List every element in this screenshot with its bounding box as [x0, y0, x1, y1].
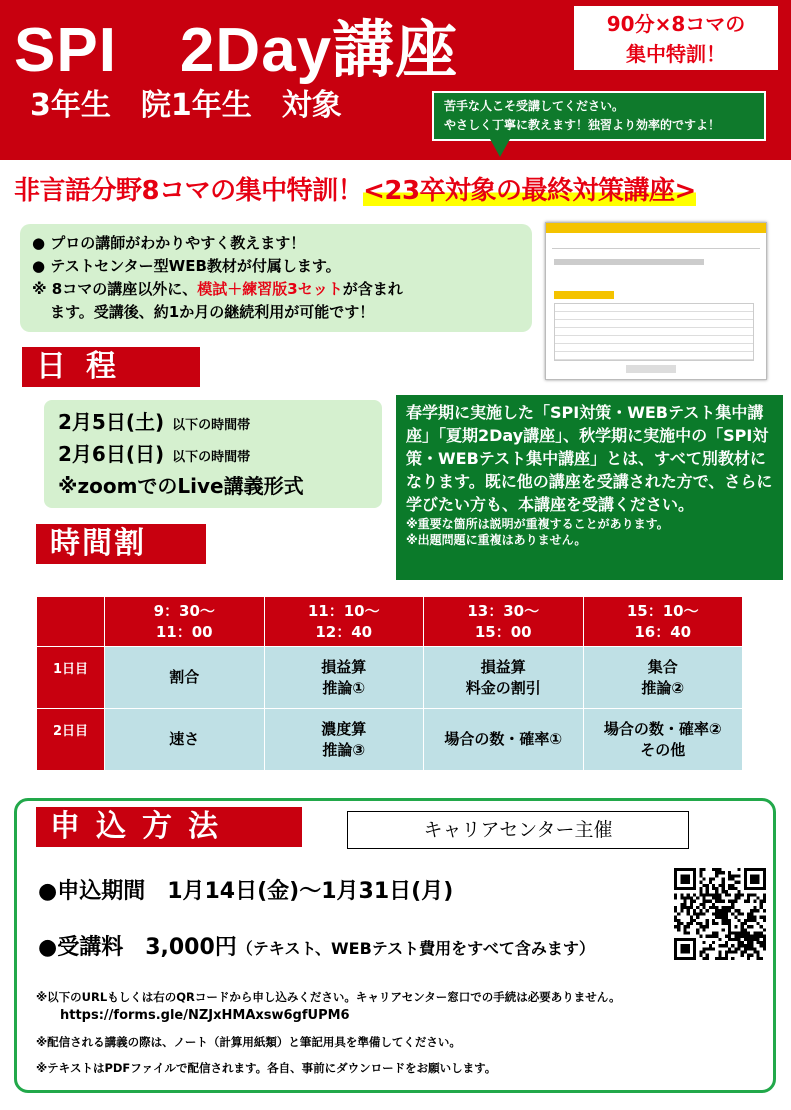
- date-row: [58, 440, 368, 472]
- badge-line-1: 90分×8コマの: [606, 12, 746, 36]
- date-row: [58, 408, 368, 440]
- class-topic: 集合: [647, 657, 678, 676]
- info-box: [396, 395, 783, 580]
- table-row: [37, 647, 743, 709]
- screenshot-question: [554, 259, 704, 265]
- headline-right: <23卒対象の最終対策講座>: [363, 176, 696, 206]
- dates-box: [44, 400, 382, 508]
- bubble-line-2: やさしく丁寧に教えます！独習より効率的ですよ！: [444, 118, 721, 132]
- time-start: 11：10～: [307, 601, 380, 620]
- fee-note: （テキスト、WEBテスト費用をすべて含みます）: [236, 939, 595, 958]
- class-cell: [583, 647, 743, 709]
- feature-text: が含まれ: [342, 280, 403, 298]
- info-text: 春学期に実施した「SPI対策・WEBテスト集中講座」「夏期2Day講座」、秋学期に実施中の「SPI対策・WEBテスト集中講座」とは、すべて別教材になります。既に他の講座を受講された方で、さらに学びたい方も、本講座を受講ください。: [406, 403, 773, 514]
- speech-bubble: [432, 91, 766, 141]
- class-topic: 料金の割引: [465, 678, 541, 697]
- organizer-label: キャリアセンター主催: [347, 811, 689, 849]
- speech-bubble-tail: [490, 139, 510, 157]
- headline-left: 非言語分野8コマの集中特訓！: [14, 176, 364, 206]
- time-end: 15：00: [474, 622, 532, 641]
- lecture-format: ※zoomでのLive講義形式: [58, 474, 304, 498]
- intensive-badge: [572, 4, 780, 72]
- screenshot-options: [554, 303, 754, 361]
- class-cell: [105, 709, 265, 771]
- timetable-corner: [37, 597, 105, 647]
- header-banner: [0, 0, 791, 160]
- page-title: SPI 2Day講座: [14, 16, 459, 85]
- web-material-screenshot: [545, 222, 767, 380]
- feature-highlight: 模試＋練習版3セット: [197, 280, 343, 298]
- time-start: 9：30～: [153, 601, 215, 620]
- class-cell: [424, 647, 584, 709]
- bubble-line-1: 苦手な人こそ受講してください。: [444, 99, 625, 113]
- class-topic: 推論②: [641, 678, 685, 697]
- timetable: [36, 596, 743, 771]
- timetable-heading: 時間割: [36, 524, 206, 564]
- table-row: [37, 709, 743, 771]
- date-note: 以下の時間帯: [172, 418, 251, 433]
- day-label: 2日目: [37, 709, 105, 771]
- apply-note: ※配信される講義の際は、ノート（計算用紙類）と筆記用具を準備してください。: [36, 1035, 461, 1049]
- target-audience: 3年生 院1年生 対象: [30, 88, 342, 123]
- screenshot-tab: [554, 291, 614, 299]
- class-topic: 濃度算: [321, 719, 367, 738]
- feature-item: ます。受講後、約1か月の継続利用が可能です！: [50, 303, 375, 321]
- class-cell: [583, 709, 743, 771]
- feature-item: [32, 278, 520, 301]
- class-topic: 場合の数・確率①: [444, 730, 563, 748]
- screenshot-header-bar: [546, 223, 766, 233]
- feature-item: ● テストセンター型WEB教材が付属します。: [32, 257, 341, 275]
- apply-heading: 申込方法: [36, 807, 302, 847]
- headline: [14, 170, 696, 207]
- features-box: [20, 224, 532, 332]
- day-label: 1日目: [37, 647, 105, 709]
- class-topic: 割合: [169, 668, 200, 686]
- class-topic: 損益算: [321, 657, 367, 676]
- time-end: 16：40: [634, 622, 692, 641]
- qr-code-icon[interactable]: [674, 868, 766, 960]
- time-slot-header: [105, 597, 265, 647]
- class-topic: 推論①: [322, 678, 366, 697]
- time-start: 13：30～: [467, 601, 540, 620]
- date-note: 以下の時間帯: [172, 450, 251, 465]
- class-cell: [264, 709, 424, 771]
- time-slot-header: [424, 597, 584, 647]
- class-cell: [264, 647, 424, 709]
- date-value: 2月6日(日): [58, 442, 165, 466]
- schedule-heading: 日程: [22, 347, 200, 387]
- timetable-header-row: [37, 597, 743, 647]
- class-topic: 場合の数・確率②: [603, 719, 722, 738]
- fee-amount: ●受講料 3,000円: [38, 935, 237, 960]
- badge-line-2: 集中特訓！: [626, 42, 726, 66]
- screenshot-button: [626, 365, 676, 373]
- class-topic: 推論③: [322, 740, 366, 759]
- info-note: ※出題問題に重複はありません。: [406, 533, 587, 547]
- time-slot-header: [583, 597, 743, 647]
- feature-text: ※ 8コマの講座以外に、: [32, 280, 198, 298]
- apply-note: ※以下のURLもしくは右のQRコードから申し込みください。キャリアセンター窓口での手続は必要ありません。: [36, 990, 621, 1004]
- date-value: 2月5日(土): [58, 410, 165, 434]
- screenshot-title-row: [552, 237, 760, 249]
- application-period: ●申込期間 1月14日(金)～1月31日(月): [38, 879, 454, 904]
- info-note: ※重要な箇所は説明が重複することがあります。: [406, 517, 669, 531]
- time-slot-header: [264, 597, 424, 647]
- class-topic: その他: [640, 740, 686, 759]
- apply-note: ※テキストはPDFファイルで配信されます。各自、事前にダウンロードをお願いします。: [36, 1061, 497, 1075]
- time-end: 12：40: [315, 622, 373, 641]
- application-url-link[interactable]: https://forms.gle/NZJxHMAxsw6gfUPM6: [60, 1008, 350, 1023]
- time-start: 15：10～: [626, 601, 699, 620]
- class-topic: 損益算: [480, 657, 526, 676]
- feature-item: ● プロの講師がわかりやすく教えます！: [32, 234, 306, 252]
- class-cell: [424, 709, 584, 771]
- class-cell: [105, 647, 265, 709]
- class-topic: 速さ: [169, 730, 200, 748]
- time-end: 11：00: [155, 622, 213, 641]
- fee-row: [38, 930, 595, 961]
